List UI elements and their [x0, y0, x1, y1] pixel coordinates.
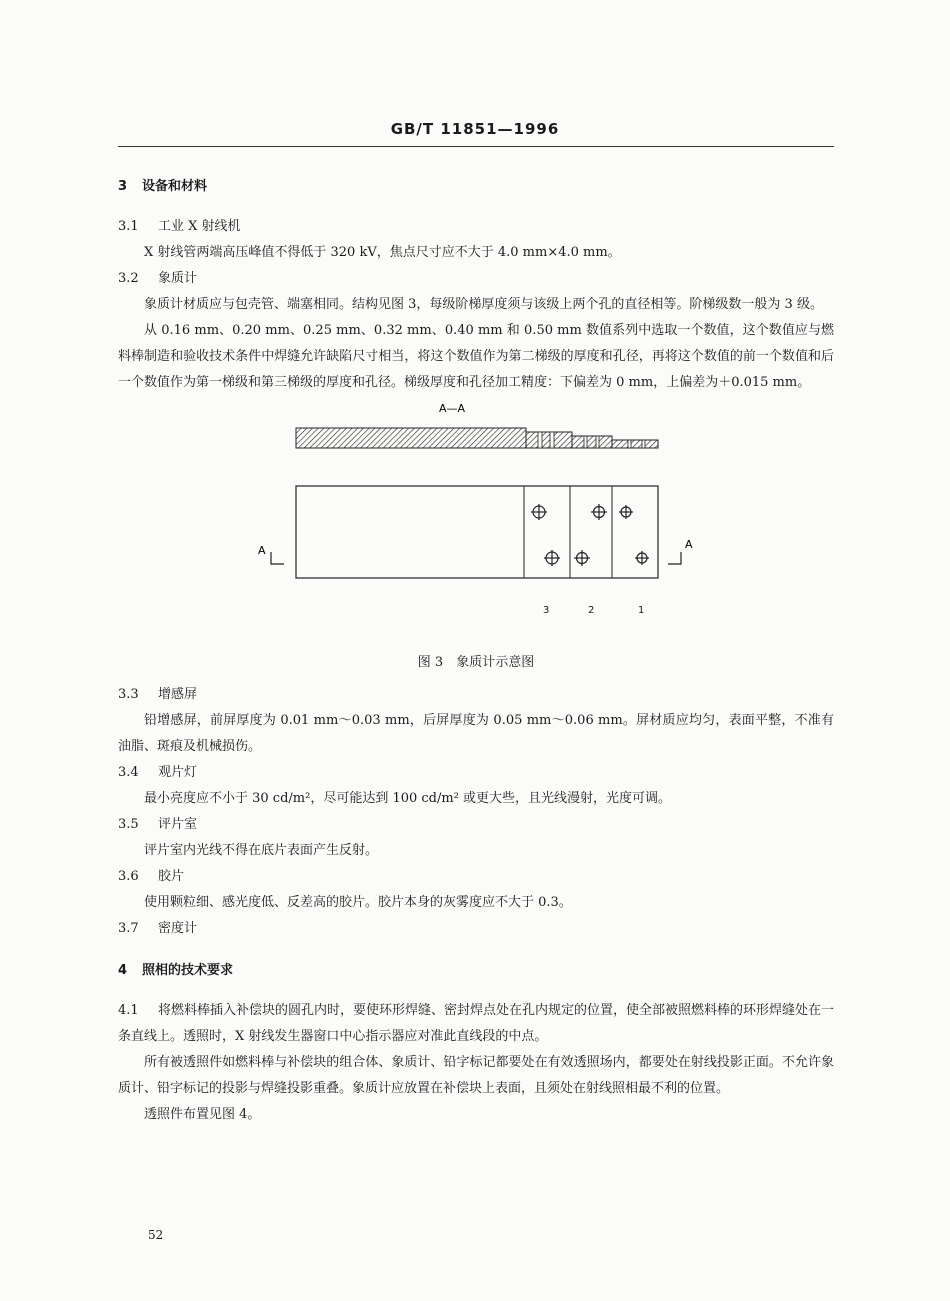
section-number: 3 — [118, 179, 128, 194]
section-3-5-heading — [118, 812, 834, 838]
section-number: 3.4 — [118, 765, 139, 780]
section-number: 3.6 — [118, 869, 139, 884]
spacer — [118, 942, 834, 954]
paragraph: X 射线管两端高压峰值不得低于 320 kV，焦点尺寸应不大于 4.0 mm×4.0 mm。 — [144, 245, 621, 260]
section-title: 密度计 — [158, 921, 198, 936]
paragraph: 从 0.16 mm、0.20 mm、0.25 mm、0.32 mm、0.40 mm 和 0.50 mm 数值系列中选取一个数值，这个数值应与燃料棒制造和验收技术条件中焊缝允许缺陷尺寸相当，将这个数值作为第二梯级的厚度和孔径，再将这个数值的前一个数值和后一个数值作为第一梯级和第三梯级的厚度和孔径。梯级厚度和孔径加工精度：下偏差为 0 mm，上偏差为＋0.015 mm。 — [118, 323, 834, 390]
section-3-3-heading — [118, 682, 834, 708]
step-label: 1 — [638, 605, 645, 616]
section-3-2-heading — [118, 266, 834, 292]
section-3-1-heading — [118, 214, 834, 240]
section-title: 工业 X 射线机 — [158, 219, 241, 234]
paragraph: 铅增感屏，前屏厚度为 0.01 mm～0.03 mm，后屏厚度为 0.05 mm～0.06 mm。屏材质应均匀，表面平整，不准有油脂、斑痕及机械损伤。 — [118, 713, 834, 754]
section-number: 4.1 — [118, 1003, 139, 1018]
standard-header: GB/T 11851—1996 — [390, 120, 560, 138]
section-number: 3.3 — [118, 687, 139, 702]
figure-3 — [118, 396, 834, 646]
paragraph-text: 将燃料棒插入补偿块的圆孔内时，要使环形焊缝、密封焊点处在孔内规定的位置，使全部被照燃料棒的环形焊缝处在一条直线上。透照时，X 射线发生器窗口中心指示器应对准此直线段的中点。 — [118, 1003, 835, 1044]
paragraph: 透照件布置见图 4。 — [144, 1107, 261, 1122]
header-rule — [118, 146, 834, 147]
section-number: 3.1 — [118, 219, 139, 234]
section-number: 4 — [118, 963, 128, 978]
paragraph: 所有被透照件如燃料棒与补偿块的组合体、象质计、铅字标记都要处在有效透照场内，都要处在射线投影正面。不允许象质计、铅字标记的投影与焊缝投影重叠。象质计应放置在补偿块上表面，且须处在射线照相最不利的位置。 — [118, 1055, 834, 1096]
section-view-label: A—A — [438, 402, 466, 415]
figure-caption: 图 3 象质计示意图 — [417, 655, 535, 670]
plan-view — [271, 486, 681, 578]
section-number: 3.5 — [118, 817, 139, 832]
section-number: 3.2 — [118, 271, 139, 286]
main-content — [118, 170, 834, 1128]
section-3-4-heading — [118, 760, 834, 786]
section-title: 照相的技术要求 — [142, 963, 234, 978]
section-3-6-heading — [118, 864, 834, 890]
section-title: 象质计 — [158, 271, 198, 286]
section-title: 增感屏 — [158, 687, 198, 702]
step-label: 3 — [543, 605, 550, 616]
section-title: 设备和材料 — [142, 179, 208, 194]
page-number: 52 — [148, 1228, 164, 1242]
paragraph: 使用颗粒细、感光度低、反差高的胶片。胶片本身的灰雾度应不大于 0.3。 — [144, 895, 572, 910]
section-title: 评片室 — [158, 817, 198, 832]
paragraph: 评片室内光线不得在底片表面产生反射。 — [144, 843, 379, 858]
cut-label-left: A — [258, 544, 266, 557]
section-title: 胶片 — [158, 869, 185, 884]
step-label: 2 — [588, 605, 595, 616]
section-3-heading — [118, 174, 834, 200]
section-number: 3.7 — [118, 921, 139, 936]
paragraph: 象质计材质应与包壳管、端塞相同。结构见图 3，每级阶梯厚度须与该级上两个孔的直径相等。阶梯级数一般为 3 级。 — [144, 297, 823, 312]
penetrameter-diagram — [118, 396, 834, 596]
section-title: 观片灯 — [158, 765, 198, 780]
section-4-1-paragraph — [118, 998, 834, 1050]
section-3-7-heading — [118, 916, 834, 942]
section-view — [296, 428, 658, 448]
cut-label-right: A — [685, 538, 693, 551]
section-4-heading — [118, 958, 834, 984]
paragraph: 最小亮度应不小于 30 cd/m²，尽可能达到 100 cd/m² 或更大些，且光线漫射，光度可调。 — [144, 791, 672, 806]
